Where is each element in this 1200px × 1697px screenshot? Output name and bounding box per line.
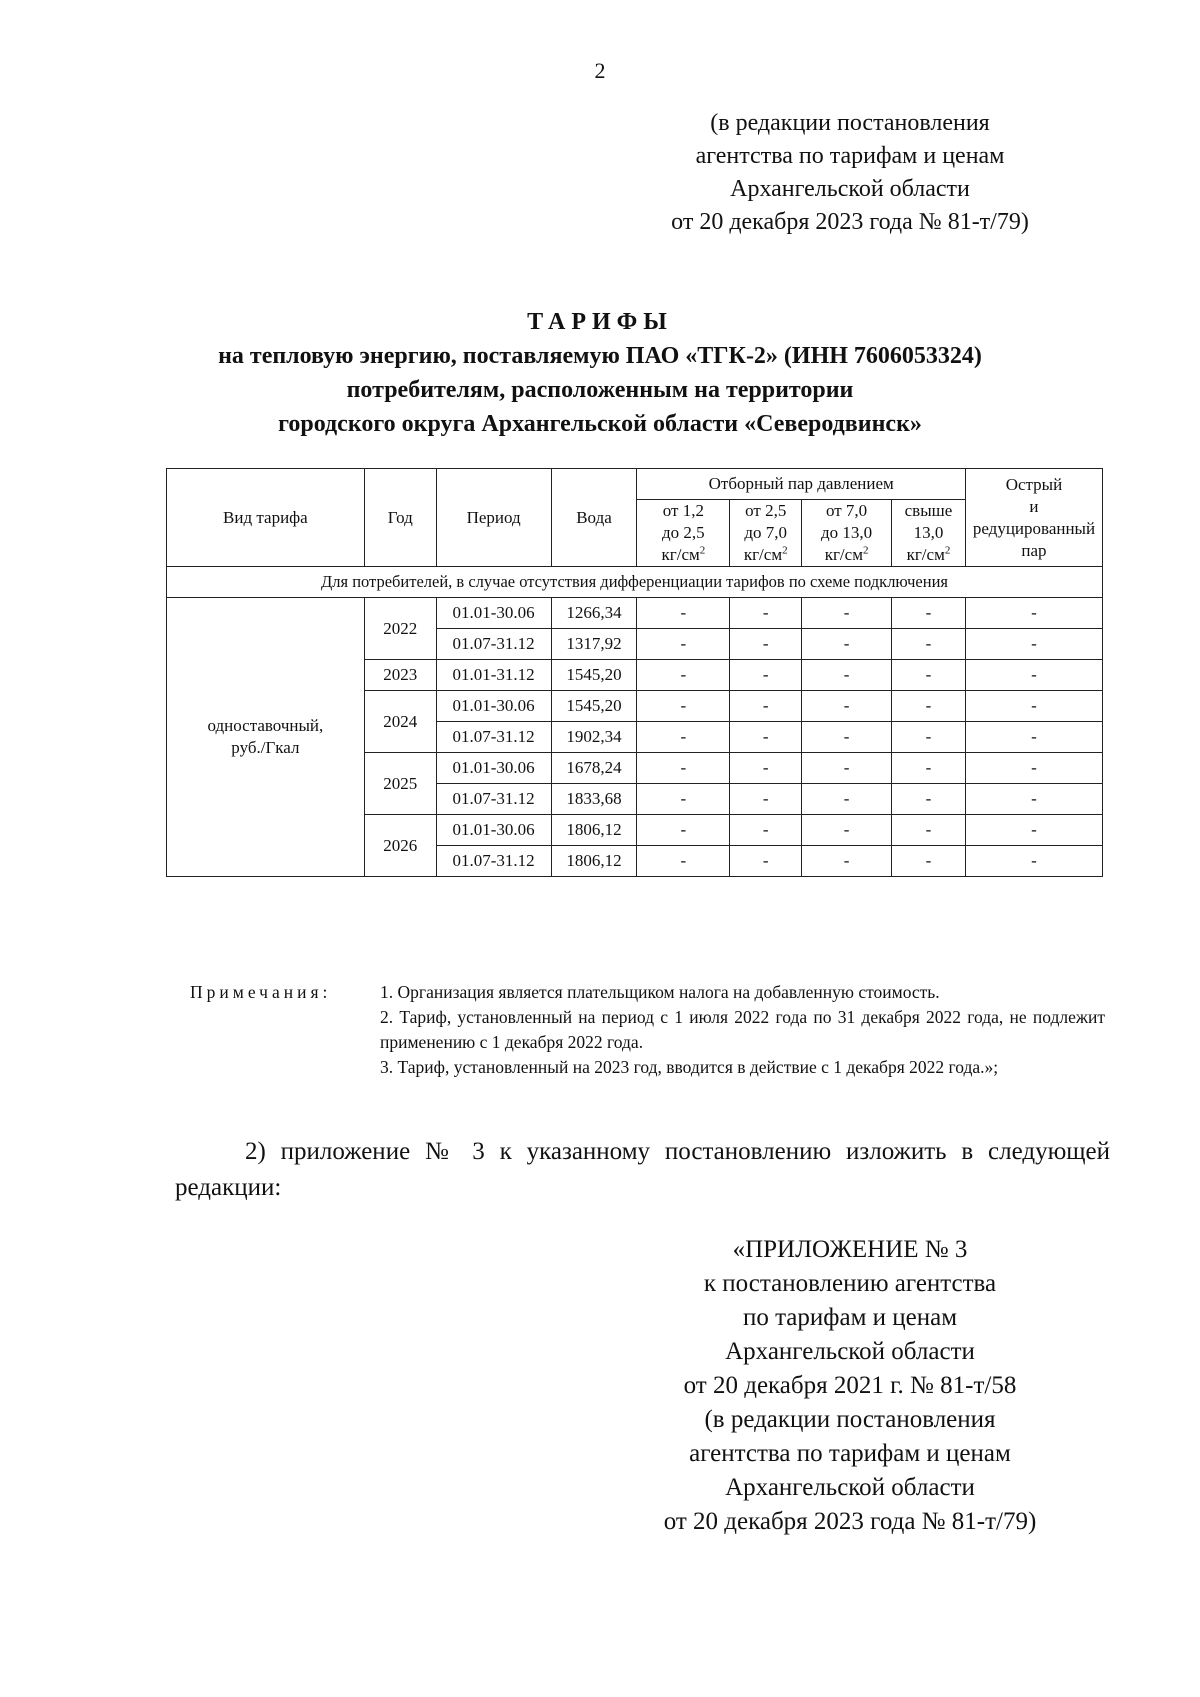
water-cell: 1806,12 <box>551 815 637 846</box>
note-item: 3. Тариф, установленный на 2023 год, вводится в действие с 1 декабря 2022 года.»; <box>380 1057 999 1077</box>
water-cell: 1833,68 <box>551 784 637 815</box>
steam-cell: - <box>892 722 966 753</box>
steam-cell: - <box>802 846 892 877</box>
steam-cell: - <box>637 660 730 691</box>
water-cell: 1678,24 <box>551 753 637 784</box>
tariff-type-line: одноставочный, <box>207 716 324 735</box>
steam-cell: - <box>730 629 802 660</box>
steam-line: от 7,0 <box>825 501 868 520</box>
header-steam-col <box>730 500 802 567</box>
sharp-line: и редуцированный <box>972 496 1096 538</box>
year-cell: 2025 <box>364 753 436 815</box>
steam-cell: - <box>802 598 892 629</box>
steam-cell: - <box>892 691 966 722</box>
steam-line: от 2,5 <box>745 501 787 520</box>
reference-line: от 20 декабря 2023 года № 81-т/79) <box>671 209 1029 235</box>
unit-text: кг/см <box>743 545 783 564</box>
period-cell: 01.07-31.12 <box>436 629 551 660</box>
sharp-line: пар <box>1021 540 1047 560</box>
sharp-steam-cell: - <box>965 815 1102 846</box>
water-cell: 1806,12 <box>551 846 637 877</box>
steam-unit <box>733 544 798 566</box>
steam-cell: - <box>637 691 730 722</box>
title-main: ТАРИФЫ <box>527 309 673 335</box>
steam-line: до 13,0 <box>821 523 873 542</box>
header-steam-col <box>637 500 730 567</box>
unit-exp: 2 <box>782 544 788 557</box>
notes-list <box>380 980 1105 1080</box>
steam-cell: - <box>730 753 802 784</box>
steam-cell: - <box>637 784 730 815</box>
year-cell: 2026 <box>364 815 436 877</box>
unit-exp: 2 <box>699 544 706 557</box>
header-tariff-type: Вид тарифа <box>167 469 365 567</box>
tariff-type-cell <box>167 598 365 877</box>
sharp-steam-cell: - <box>965 598 1102 629</box>
unit-text: кг/см <box>824 545 863 564</box>
header-year: Год <box>364 469 436 567</box>
document-title <box>150 305 1050 441</box>
water-cell: 1545,20 <box>551 691 637 722</box>
steam-cell: - <box>730 660 802 691</box>
appendix-line: «ПРИЛОЖЕНИЕ № 3 <box>732 1236 968 1263</box>
period-cell: 01.07-31.12 <box>436 846 551 877</box>
appendix-line: от 20 декабря 2021 г. № 81-т/58 <box>683 1372 1017 1399</box>
year-cell: 2023 <box>364 660 436 691</box>
steam-cell: - <box>730 815 802 846</box>
appendix-line: по тарифам и ценам <box>742 1304 958 1331</box>
reference-line: агентства по тарифам и ценам <box>695 143 1005 169</box>
steam-cell: - <box>892 629 966 660</box>
reference-line: (в редакции постановления <box>710 110 990 136</box>
period-cell: 01.01-30.06 <box>436 815 551 846</box>
year-cell: 2024 <box>364 691 436 753</box>
top-reference-block <box>600 107 1100 239</box>
amendment-paragraph: 2) приложение № 3 к указанному постановлению изложить в следующей редакции: <box>175 1138 1110 1201</box>
unit-exp: 2 <box>944 544 951 557</box>
title-line: городского округа Архангельской области «Северодвинск» <box>278 411 922 437</box>
steam-cell: - <box>637 598 730 629</box>
water-cell: 1545,20 <box>551 660 637 691</box>
steam-cell: - <box>802 815 892 846</box>
appendix-line: Архангельской области <box>725 1338 975 1365</box>
steam-line: до 7,0 <box>744 523 788 542</box>
section-title: Для потребителей, в случае отсутствия дифференциации тарифов по схеме подключения <box>167 567 1103 598</box>
header-water: Вода <box>551 469 637 567</box>
sharp-steam-cell: - <box>965 753 1102 784</box>
steam-cell: - <box>730 691 802 722</box>
steam-cell: - <box>637 753 730 784</box>
sharp-steam-cell: - <box>965 629 1102 660</box>
notes-label: Примечания: <box>190 982 332 1002</box>
header-period: Период <box>436 469 551 567</box>
steam-cell: - <box>637 722 730 753</box>
title-line: потребителям, расположенным на территории <box>346 377 854 403</box>
appendix-line: к постановлению агентства <box>703 1270 997 1297</box>
appendix-block <box>600 1233 1100 1539</box>
sharp-steam-cell: - <box>965 691 1102 722</box>
period-cell: 01.01-30.06 <box>436 691 551 722</box>
tariff-table <box>166 468 1103 877</box>
sharp-line: Острый <box>1005 474 1063 494</box>
steam-line: свыше <box>904 501 953 520</box>
steam-cell: - <box>892 784 966 815</box>
header-steam-group: Отборный пар давлением <box>637 469 965 500</box>
steam-cell: - <box>802 691 892 722</box>
steam-cell: - <box>892 815 966 846</box>
steam-cell: - <box>730 722 802 753</box>
note-item: 2. Тариф, установленный на период с 1 июля 2022 года по 31 декабря 2022 года, не подлежит применению с 1 декабря 2022 года. <box>380 1007 1105 1052</box>
steam-cell: - <box>802 753 892 784</box>
header-sharp-steam <box>965 469 1102 567</box>
water-cell: 1266,34 <box>551 598 637 629</box>
steam-cell: - <box>730 846 802 877</box>
steam-line: 13,0 <box>913 523 944 542</box>
appendix-line: Архангельской области <box>725 1474 975 1501</box>
steam-cell: - <box>802 660 892 691</box>
appendix-line: (в редакции постановления <box>704 1406 996 1433</box>
table-header-row <box>167 469 1103 500</box>
steam-unit <box>640 544 726 566</box>
sharp-steam-cell: - <box>965 722 1102 753</box>
steam-cell: - <box>637 815 730 846</box>
steam-cell: - <box>892 598 966 629</box>
sharp-steam-cell: - <box>965 846 1102 877</box>
steam-line: до 2,5 <box>662 523 705 542</box>
steam-cell: - <box>730 598 802 629</box>
water-cell: 1317,92 <box>551 629 637 660</box>
year-cell: 2022 <box>364 598 436 660</box>
note-item: 1. Организация является плательщиком налога на добавленную стоимость. <box>380 982 940 1002</box>
steam-cell: - <box>637 846 730 877</box>
period-cell: 01.07-31.12 <box>436 722 551 753</box>
steam-cell: - <box>637 629 730 660</box>
period-cell: 01.01-31.12 <box>436 660 551 691</box>
table-row <box>167 598 1103 629</box>
header-steam-col <box>802 500 892 567</box>
steam-cell: - <box>802 722 892 753</box>
steam-cell: - <box>802 629 892 660</box>
steam-cell: - <box>892 660 966 691</box>
steam-line: от 1,2 <box>662 501 704 520</box>
section-row <box>167 567 1103 598</box>
period-cell: 01.07-31.12 <box>436 784 551 815</box>
period-cell: 01.01-30.06 <box>436 598 551 629</box>
title-line: на тепловую энергию, поставляемую ПАО «ТГК-2» (ИНН 7606053324) <box>218 343 982 369</box>
period-cell: 01.01-30.06 <box>436 753 551 784</box>
water-cell: 1902,34 <box>551 722 637 753</box>
steam-cell: - <box>802 784 892 815</box>
sharp-steam-cell: - <box>965 784 1102 815</box>
notes <box>190 980 1105 1080</box>
unit-text: кг/см <box>906 545 945 564</box>
steam-cell: - <box>892 753 966 784</box>
steam-unit <box>895 544 962 566</box>
unit-text: кг/см <box>661 545 700 564</box>
tariff-type-line: руб./Гкал <box>231 738 300 757</box>
reference-line: Архангельской области <box>730 176 970 202</box>
sharp-steam-cell: - <box>965 660 1102 691</box>
page-number: 2 <box>594 58 606 83</box>
steam-cell: - <box>892 846 966 877</box>
header-steam-col <box>892 500 966 567</box>
appendix-line: агентства по тарифам и ценам <box>689 1440 1011 1467</box>
steam-cell: - <box>730 784 802 815</box>
steam-unit <box>805 544 888 566</box>
unit-exp: 2 <box>862 544 869 557</box>
table-body <box>167 598 1103 877</box>
appendix-line: от 20 декабря 2023 года № 81-т/79) <box>663 1508 1037 1535</box>
